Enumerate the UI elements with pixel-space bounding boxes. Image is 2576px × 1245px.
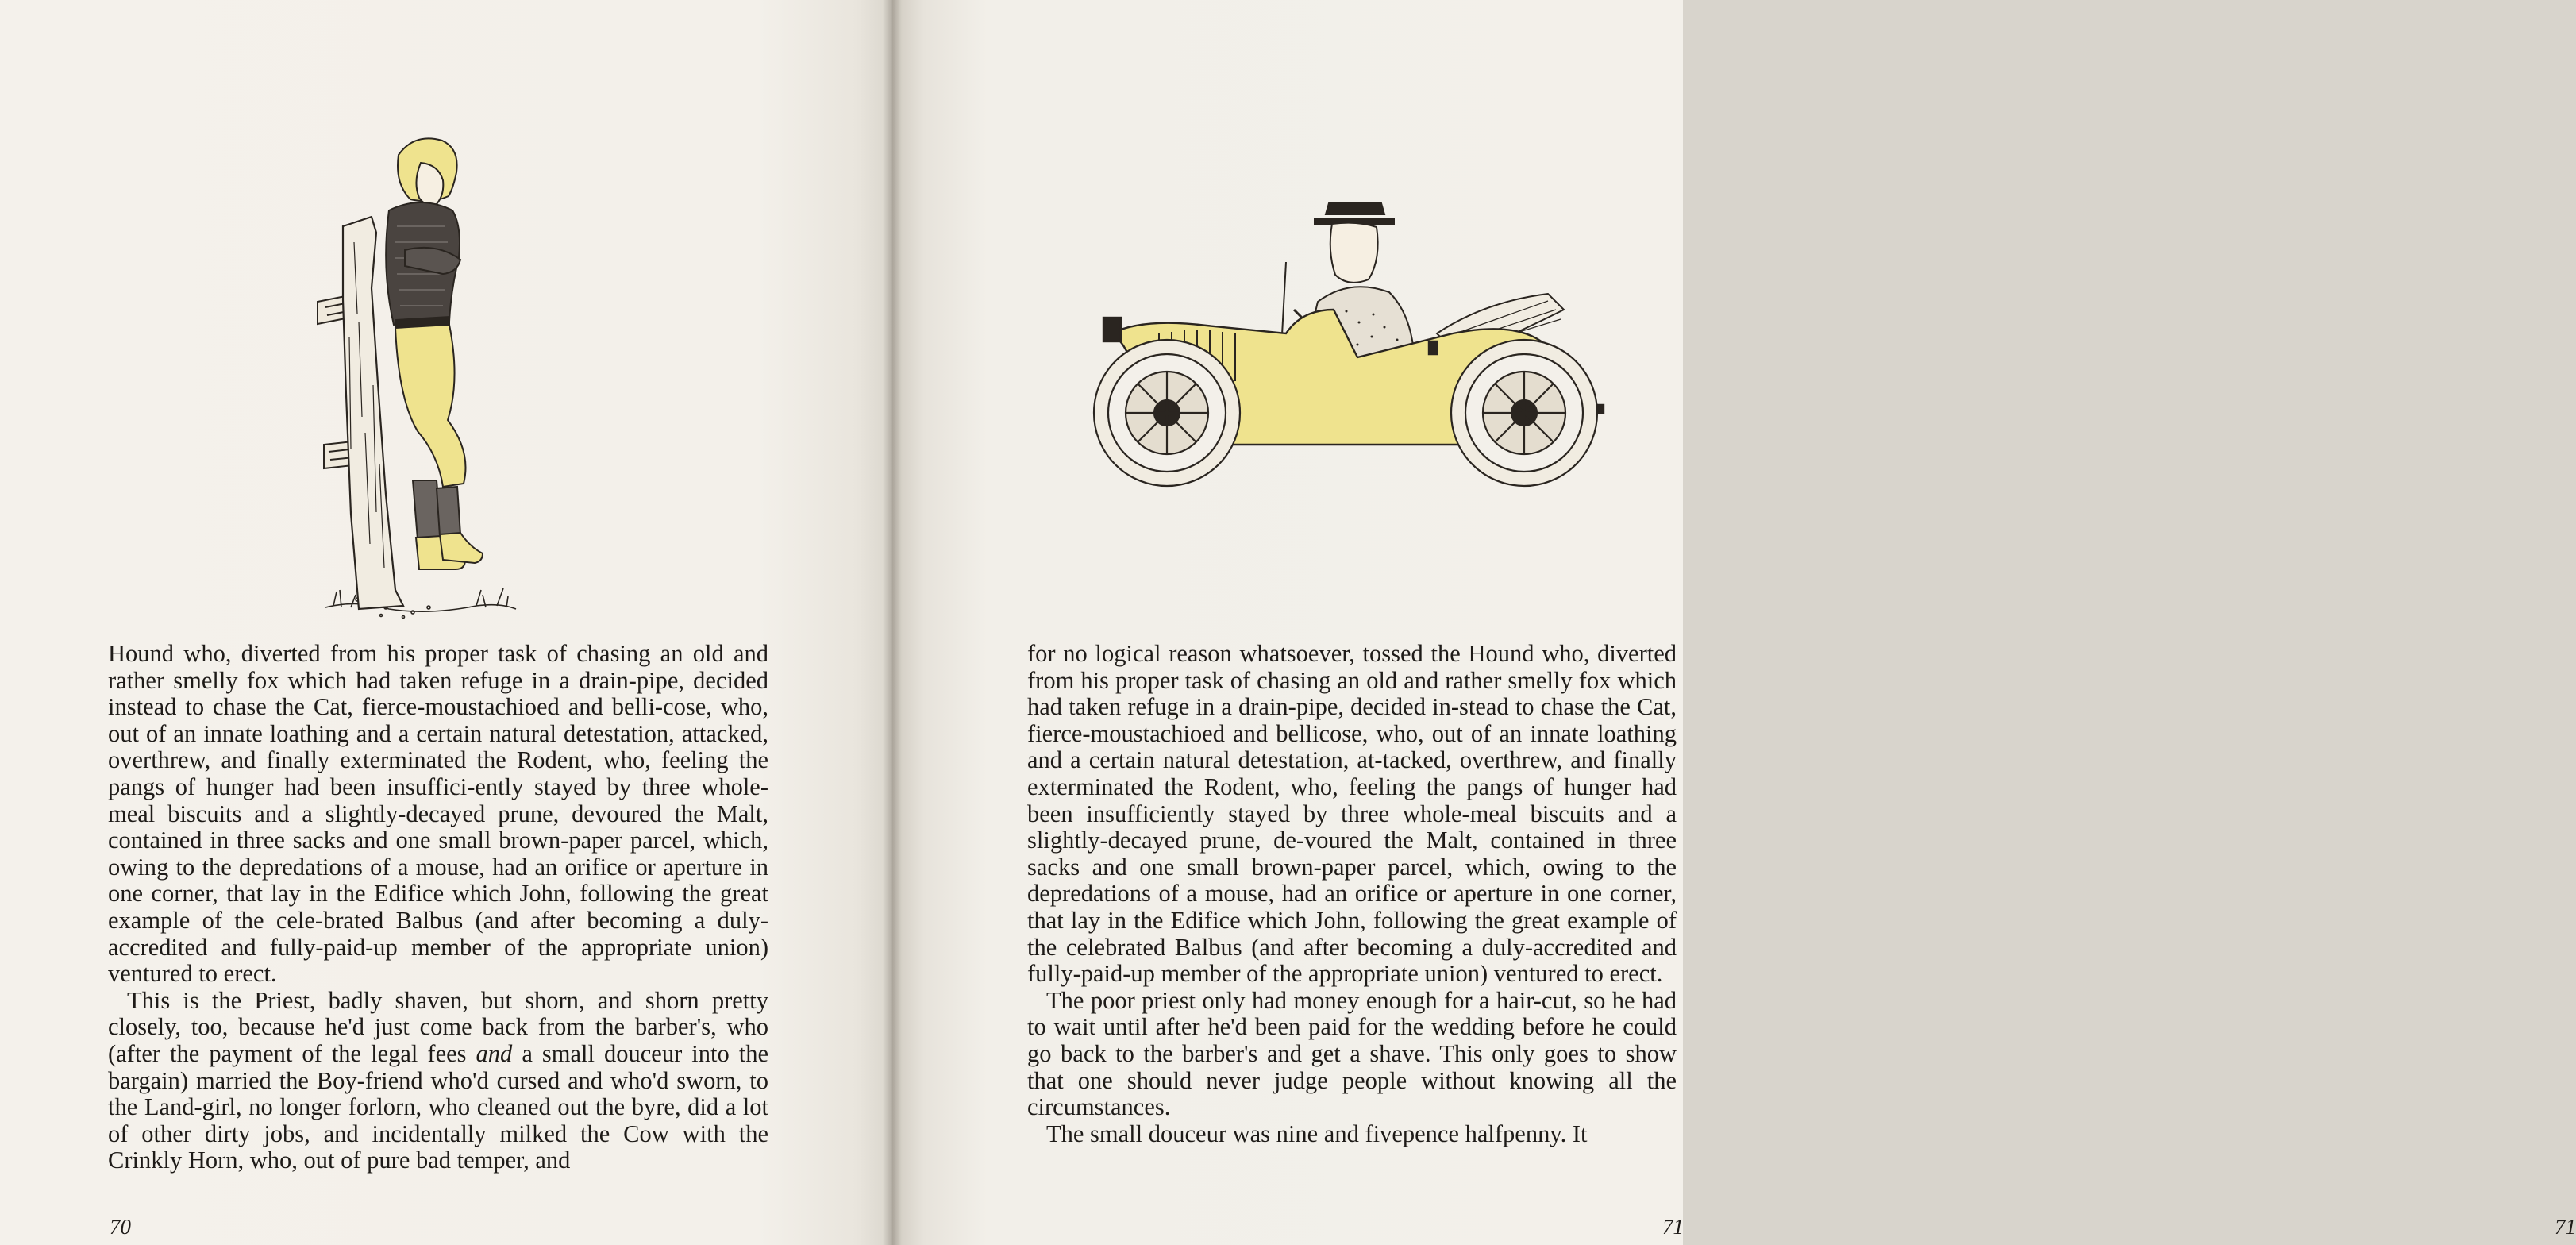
left-paragraph-2-italic: and <box>476 1039 513 1067</box>
right-page-number-display: 71 <box>1662 1215 1684 1239</box>
left-paragraph-2-text-b: a small douceur into the bargain) married the Boy-friend who'd cursed and who'd sworn, to the Land-girl, no longer forlorn, who cleaned out the byre, did a lot of other dirty jobs, and incidentally milked the Cow with the Crinkly Horn, who, out of pure bad temper, and <box>108 1039 768 1174</box>
right-page-number: 71 <box>2555 1215 2576 1239</box>
right-paragraph-2-text: The poor priest only had money enough for a hair-cut, so he had to wait until after he'd been paid for the wedding before he could go back to the barber's and get a shave. This only goes to show that one should never judge people without knowing all the circumstances. <box>1027 986 1677 1121</box>
right-paragraph-3 <box>1027 1121 1677 1148</box>
left-page-number: 70 <box>110 1215 131 1239</box>
right-paragraph-2 <box>1027 988 1677 1121</box>
left-paragraph-1-text: Hound who, diverted from his proper task of chasing an old and rather smelly fox which had taken refuge in a drain-pipe, decided instead to chase the Cat, fierce-moustachioed and belli-cose, who, out of an innate loathing and a certain natural detestation, attacked, overthrew, and finally exterminated the Rodent, who, feeling the pangs of hunger had been insuffici-ently stayed by three whole-meal biscuits and a slightly-decayed prune, devoured the Malt, contained in three sacks and one small brown-paper parcel, which, owing to the depredations of a mouse, had an orifice or aperture in one corner, that lay in the Edifice which John, following the great example of the cele-brated Balbus (and after becoming a duly-accredited and fully-paid-up member of the appropriate union) ventured to erect. <box>108 640 768 988</box>
front-wheel <box>1094 340 1240 486</box>
left-paragraph-2-text-a: This is the Priest, badly shaven, but shorn, and shorn pretty closely, too, because he'd just come back from the barber's, who (after the payment of the legal fees <box>108 986 768 1067</box>
left-paragraph-1 <box>108 641 768 988</box>
land-girl-illustration <box>310 131 532 639</box>
left-paragraph-2 <box>108 988 768 1174</box>
left-page-text <box>108 641 768 1174</box>
left-page <box>0 0 892 1245</box>
car-illustration <box>1064 175 1635 540</box>
right-paragraph-1 <box>1027 641 1677 988</box>
grass-tufts <box>325 588 516 619</box>
book-gutter <box>883 0 902 1245</box>
right-paragraph-3-text: The small douceur was nine and fivepence halfpenny. It <box>1046 1120 1588 1147</box>
yellow-car-illustration <box>1956 175 2528 540</box>
rear-wheel <box>1451 340 1597 486</box>
land-girl-figure <box>386 138 483 569</box>
right-paragraph-1-text: for no logical reason whatsoever, tossed the Hound who, diverted from his proper task of chasing an old and rather smelly fox which had taken refuge in a drain-pipe, decided in-stead to chase the Cat, fierce-moustachioed and bellicose, who, out of an innate loathing and a certain natural detestation, at-tacked, overthrew, and finally exterminated the Rodent, who, feeling the pangs of hunger had been insufficiently stayed by three whole-meal biscuits and a slightly-decayed prune, de-voured the Malt, contained in three sacks and one small brown-paper parcel, which, owing to the depredations of a mouse, had an orifice or aperture in one corner, that lay in the Edifice which John, following the great example of the celebrated Balbus (and after becoming a duly-accredited and fully-paid-up member of the appropriate union) ventured to erect. <box>1027 640 1677 988</box>
right-page-text <box>1027 641 1677 1147</box>
